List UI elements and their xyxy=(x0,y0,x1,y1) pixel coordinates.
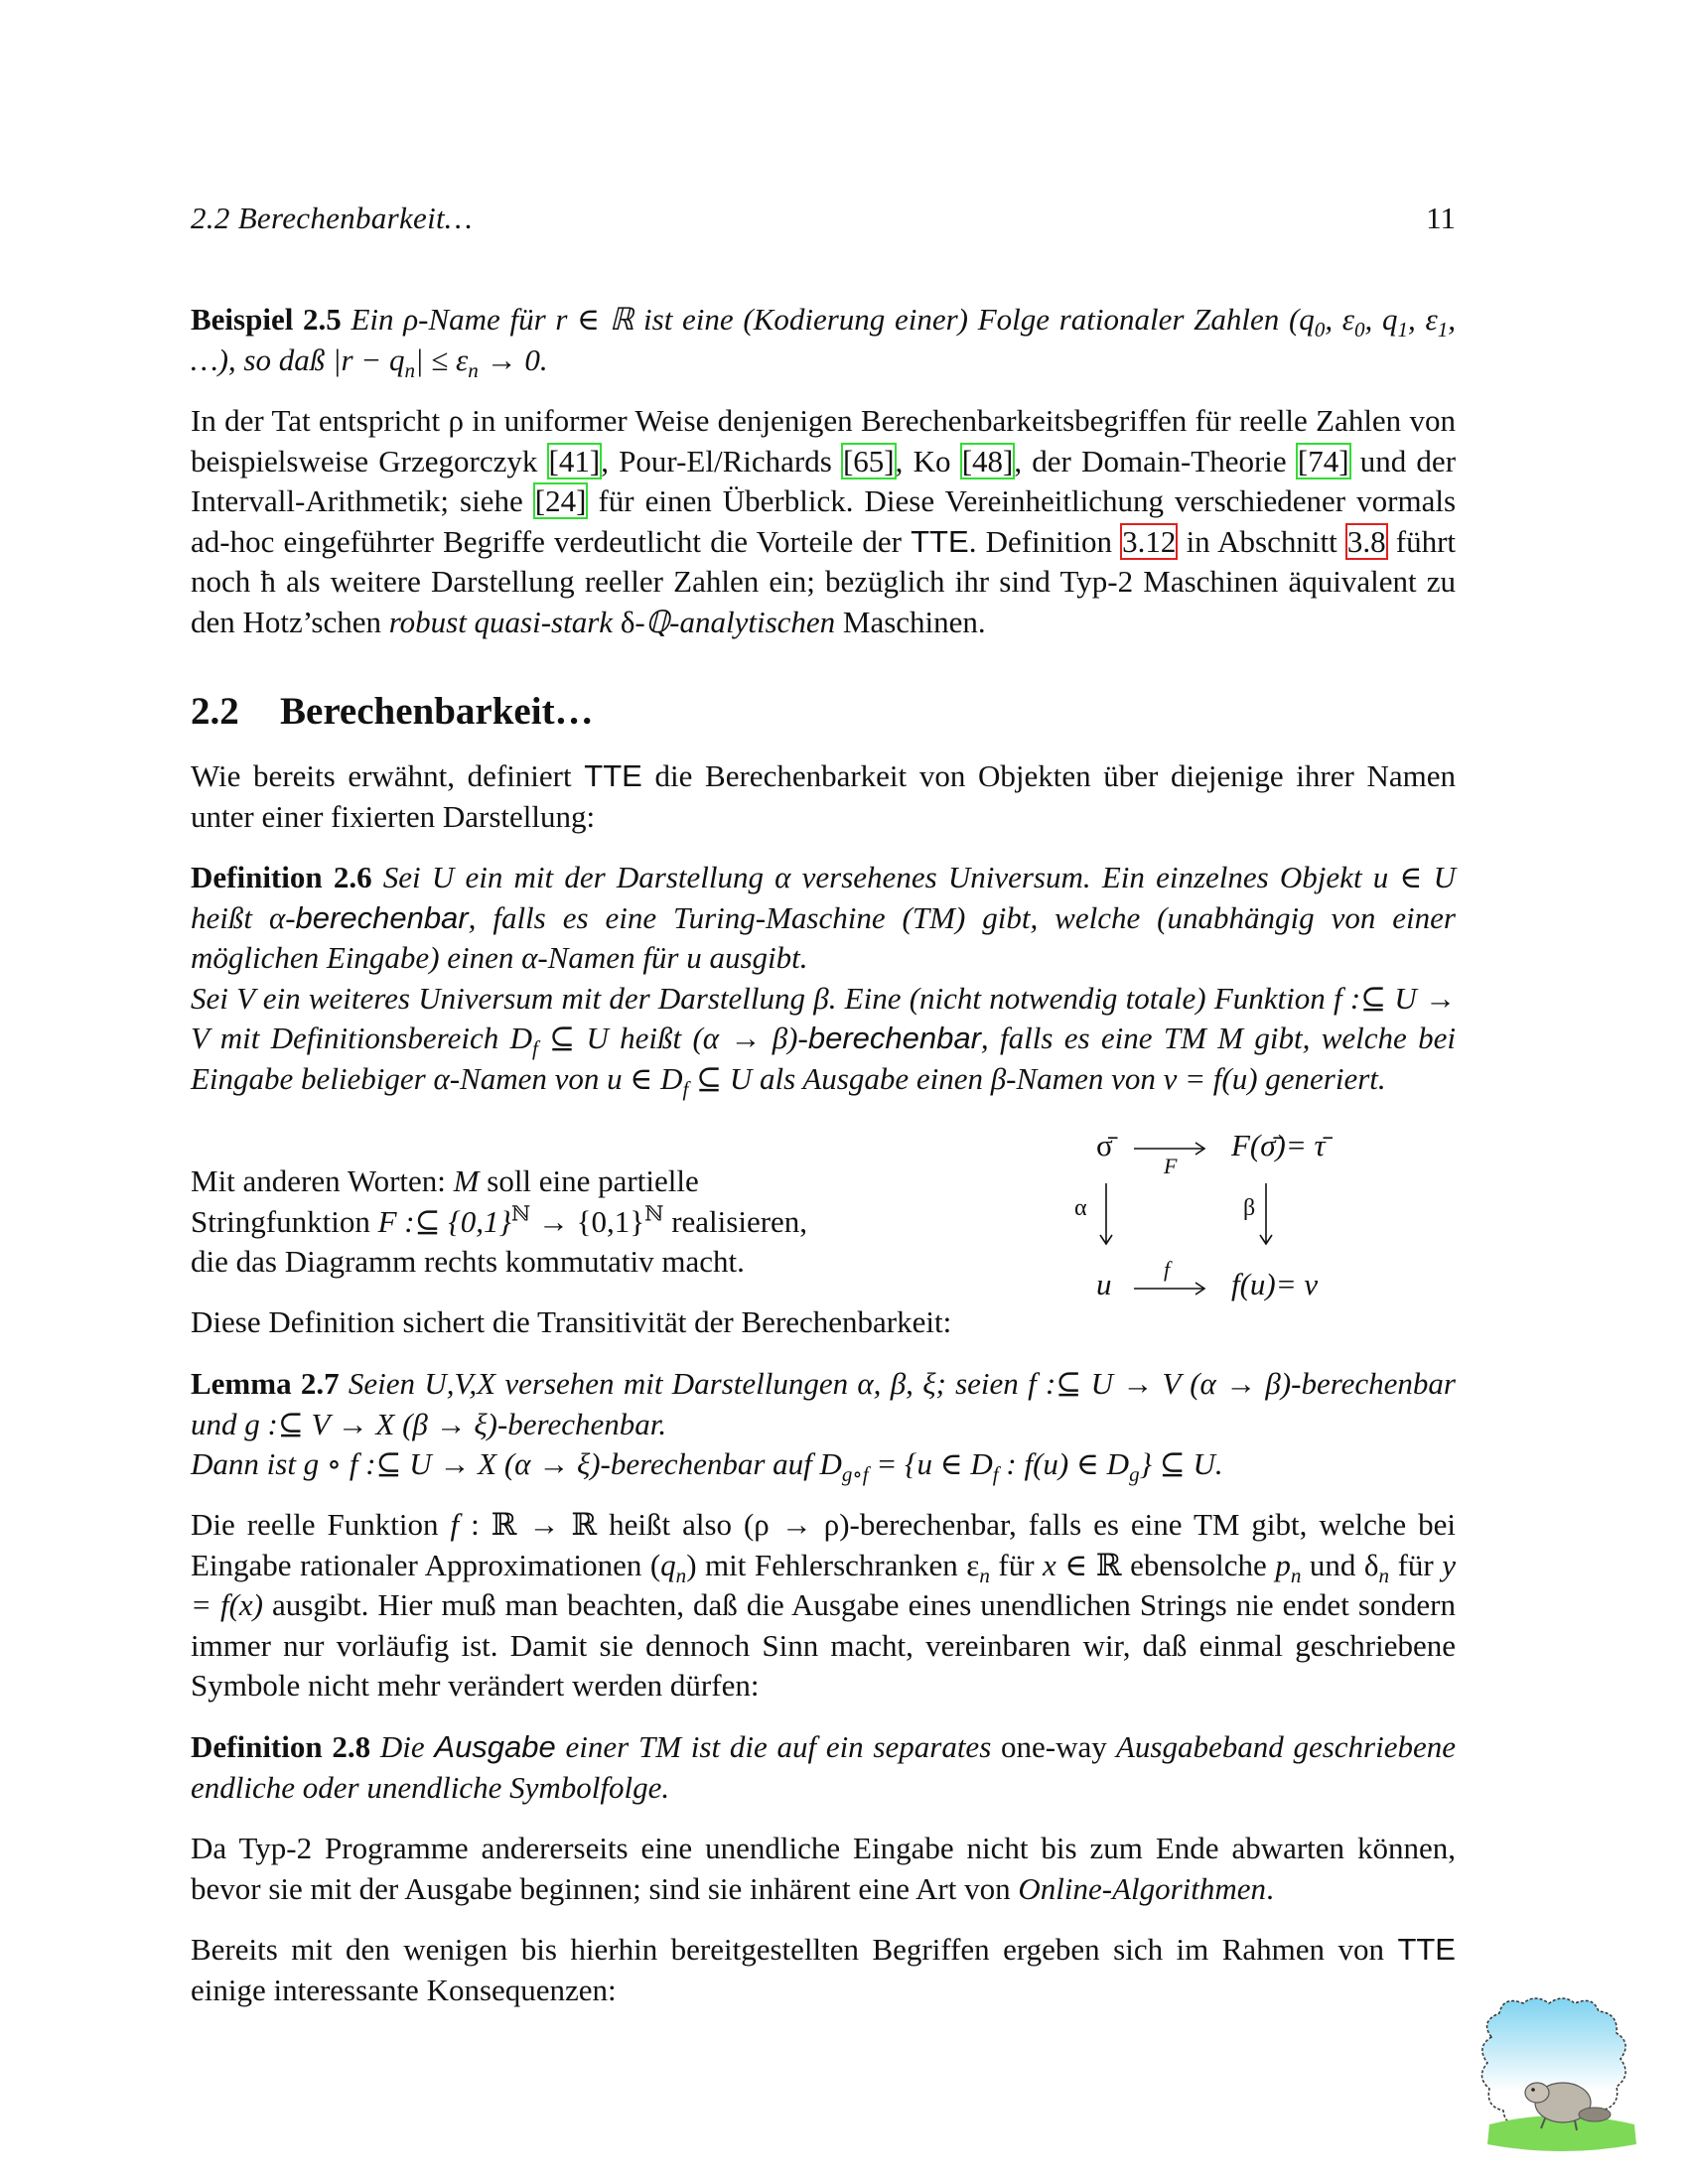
text: ∈ ℝ ebensolche xyxy=(1055,1547,1276,1582)
subscript: n xyxy=(675,1563,687,1587)
diagram-top-left: σ̄ xyxy=(1096,1128,1113,1162)
section-heading xyxy=(191,689,594,734)
citation-48[interactable]: [48] xyxy=(961,443,1014,478)
diagram-left-arrow-label: α xyxy=(1074,1195,1087,1221)
subscript: f xyxy=(682,1076,689,1101)
subscript: n xyxy=(404,357,416,382)
running-header xyxy=(191,201,1456,236)
paragraph-transitivity: Diese Definition sichert die Transitivität der Berechenbarkeit: xyxy=(191,1304,952,1339)
text: , der Domain-Theorie xyxy=(1014,443,1297,478)
text: in Abschnitt xyxy=(1177,523,1346,559)
definition-label: Definition 2.6 xyxy=(191,860,372,894)
subscript: f xyxy=(992,1462,999,1487)
example-label: Beispiel 2.5 xyxy=(191,302,342,337)
text: , ε xyxy=(1325,302,1354,337)
subscript: 1 xyxy=(1437,318,1449,342)
text: , ε xyxy=(1408,302,1438,337)
paragraph-consequences xyxy=(191,1930,1456,2010)
keyword: berechenbar xyxy=(807,1021,981,1055)
text: Sei U ein mit der Darstellung α versehenes Universum. Ein einzelnes Objekt u ∈ U heißt α- xyxy=(191,860,1456,935)
keyword: berechenbar xyxy=(295,899,469,935)
text: einer TM ist die auf ein separates xyxy=(555,1729,1002,1764)
diagram-right-arrow-label: β xyxy=(1243,1195,1256,1221)
ref-definition-3-12[interactable]: 3.12 xyxy=(1122,523,1177,559)
function-symbol: F :⊆ {0,1} xyxy=(377,1203,511,1239)
lemma-2-7 xyxy=(191,1364,1456,1485)
text: In der Tat entspricht ρ in uniformer Weise denjenigen Berechenbarkeitsbegriffen für reelle Zahlen von beispielsweise Grzegorczyk xyxy=(191,403,1456,478)
text: , …), so daß |r − q xyxy=(191,302,1456,377)
text: , falls es eine Turing-Maschine (TM) gibt, welche (unabhängig von einer möglichen Eingabe) einen α-Namen für u ausgibt. xyxy=(191,899,1456,975)
subscript: n xyxy=(1290,1563,1302,1587)
text: , q xyxy=(1364,302,1398,337)
subscript: f xyxy=(531,1036,538,1061)
text: Die reelle Funktion xyxy=(191,1507,451,1542)
diagram-bottom-left: u xyxy=(1096,1267,1112,1301)
diagram-bottom-right: f(u)= v xyxy=(1231,1267,1319,1301)
paragraph-mit-anderen-worten xyxy=(191,1161,836,1283)
text: . xyxy=(1266,1870,1274,1906)
citation-24[interactable]: [24] xyxy=(534,483,587,518)
citation-65[interactable]: [65] xyxy=(842,443,895,478)
diagram-top-right: F(σ̄)= τ̄ xyxy=(1231,1128,1326,1162)
emphasis: Online-Algorithmen xyxy=(1018,1870,1267,1906)
subscript: n xyxy=(1378,1563,1390,1587)
text: | ≤ ε xyxy=(415,341,469,377)
emphasis: ℚ-analytischen xyxy=(644,604,836,639)
beaver-mascot-image xyxy=(1472,1997,1652,2166)
diagram-bottom-arrow-label: f xyxy=(1164,1257,1171,1282)
text: , Pour-El/Richards xyxy=(601,443,842,478)
example-2-5 xyxy=(191,300,1456,380)
section-title: Berechenbarkeit… xyxy=(280,690,594,733)
text: Bereits mit den wenigen bis hierhin bereitgestellten Begriffen ergeben sich im Rahmen von xyxy=(191,1932,1398,1967)
diagram-top-arrow-label: F xyxy=(1164,1154,1178,1178)
text: Ein ρ-Name für r ∈ ℝ ist eine (Kodierung einer) Folge rationaler Zahlen (q xyxy=(341,302,1315,337)
text: one-way xyxy=(1001,1729,1107,1764)
text: Maschinen. xyxy=(835,604,986,639)
subscript: 1 xyxy=(1397,318,1409,342)
subscript: n xyxy=(979,1563,990,1587)
ref-section-3-8[interactable]: 3.8 xyxy=(1346,523,1386,559)
math: y = f(x) xyxy=(191,1547,1456,1622)
text: . Definition xyxy=(968,523,1122,559)
text: ⊆ U heißt (α → β)- xyxy=(537,1021,808,1055)
tte-abbrev: TTE xyxy=(1397,1932,1456,1967)
text: einige interessante Konsequenzen: xyxy=(191,1972,617,2007)
text: Die xyxy=(370,1729,435,1764)
math: x xyxy=(1043,1547,1056,1582)
text: für xyxy=(1389,1547,1443,1582)
lemma-label: Lemma 2.7 xyxy=(191,1366,340,1401)
paragraph-real-function xyxy=(191,1505,1456,1706)
citation-74[interactable]: [74] xyxy=(1297,443,1349,478)
subscript: 0 xyxy=(1353,318,1365,342)
text: δ- xyxy=(613,604,645,639)
text: , Ko xyxy=(895,443,961,478)
math: f xyxy=(450,1507,460,1542)
header-title: 2.2 Berechenbarkeit… xyxy=(191,201,473,235)
subscript: n xyxy=(468,357,479,382)
keyword: Ausgabe xyxy=(434,1729,556,1764)
subscript: g∘f xyxy=(841,1462,869,1487)
emphasis: robust quasi-stark xyxy=(388,604,614,639)
text: soll eine partielle Stringfunktion xyxy=(191,1163,699,1239)
text: } ⊆ U. xyxy=(1139,1446,1223,1481)
text: ausgibt. Hier muß man beachten, daß die Ausgabe eines unendlichen Strings nie endet sondern immer nur vorläufig ist. Damit sie dennoch Sinn macht, vereinbaren wir, daß einmal geschriebene Symbole nicht mehr verändert werden dürfen: xyxy=(191,1587,1456,1703)
tte-abbrev: TTE xyxy=(911,523,969,559)
paragraph-online-algorithms xyxy=(191,1829,1456,1909)
text: für xyxy=(989,1547,1044,1582)
math: p xyxy=(1275,1547,1291,1582)
text: = {u ∈ D xyxy=(868,1446,993,1481)
text: Mit anderen Worten: xyxy=(191,1163,454,1198)
subscript: g xyxy=(1129,1462,1140,1487)
superscript: ℕ xyxy=(644,1201,664,1226)
math: q xyxy=(660,1547,676,1582)
paragraph-intro xyxy=(191,756,1456,837)
text: Da Typ-2 Programme andererseits eine unendliche Eingabe nicht bis zum Ende abwarten können, bevor sie mit der Ausgabe beginnen; sind sie inhärent eine Art von xyxy=(191,1831,1456,1906)
paragraph-tte-overview xyxy=(191,401,1456,642)
text: , falls es eine TM M gibt, welche bei Eingabe beliebiger α-Namen von u ∈ D xyxy=(191,1021,1456,1096)
text: : f(u) ∈ D xyxy=(998,1446,1130,1481)
machine-symbol: M xyxy=(453,1163,480,1198)
subscript: 0 xyxy=(1314,318,1326,342)
text: → 0. xyxy=(478,341,548,377)
text: für einen Überblick. Diese Vereinheitlichung verschiedener vormals ad-hoc eingeführter Begriffe verdeutlicht die Vorteile der xyxy=(191,483,1457,559)
definition-2-8 xyxy=(191,1727,1456,1808)
text: Seien U,V,X versehen mit Darstellungen α, β, ξ; seien f :⊆ U → V (α → β)-berechenbar und g :⊆ V → X (β → ξ)-berechenbar. xyxy=(191,1366,1456,1441)
text: Sei V ein weiteres Universum mit der Darstellung β. Eine (nicht notwendig totale) Funktion f :⊆ U → V mit Definitionsbereich D xyxy=(191,980,1456,1055)
text: und der Intervall-Arithmetik; siehe xyxy=(191,443,1457,518)
page-number: 11 xyxy=(1426,201,1456,235)
text: die Berechenbarkeit von Objekten über diejenige ihrer Namen unter einer fixierten Darstellung: xyxy=(191,758,1456,834)
text: Wie bereits erwähnt, definiert xyxy=(191,758,585,793)
text: ⊆ U als Ausgabe einen β-Namen von v = f(u) generiert. xyxy=(688,1060,1386,1096)
text: ) mit Fehlerschranken ε xyxy=(686,1547,980,1582)
tte-abbrev: TTE xyxy=(584,758,642,793)
superscript: ℕ xyxy=(510,1201,531,1226)
text: führt noch ħ als weitere Darstellung reeller Zahlen ein; bezüglich ihr sind Typ-2 Maschinen äquivalent zu den Hotz’schen xyxy=(191,523,1457,639)
section-number: 2.2 xyxy=(191,690,239,733)
text: → {0,1} xyxy=(530,1203,645,1239)
definition-label: Definition 2.8 xyxy=(191,1729,371,1764)
citation-41[interactable]: [41] xyxy=(548,443,601,478)
definition-2-6 xyxy=(191,858,1456,1099)
text: realisieren, die das Diagramm rechts kommutativ macht. xyxy=(191,1203,808,1279)
text: : ℝ → ℝ heißt also (ρ → ρ)-berechenbar, falls es eine TM gibt, welche bei Eingabe rationaler Approximationen ( xyxy=(191,1507,1457,1582)
text: Ausgabeband geschriebene endliche oder unendliche Symbolfolge. xyxy=(191,1729,1456,1805)
text: und δ xyxy=(1301,1547,1379,1582)
text: Dann ist g ∘ f :⊆ U → X (α → ξ)-berechenbar auf D xyxy=(191,1446,842,1481)
